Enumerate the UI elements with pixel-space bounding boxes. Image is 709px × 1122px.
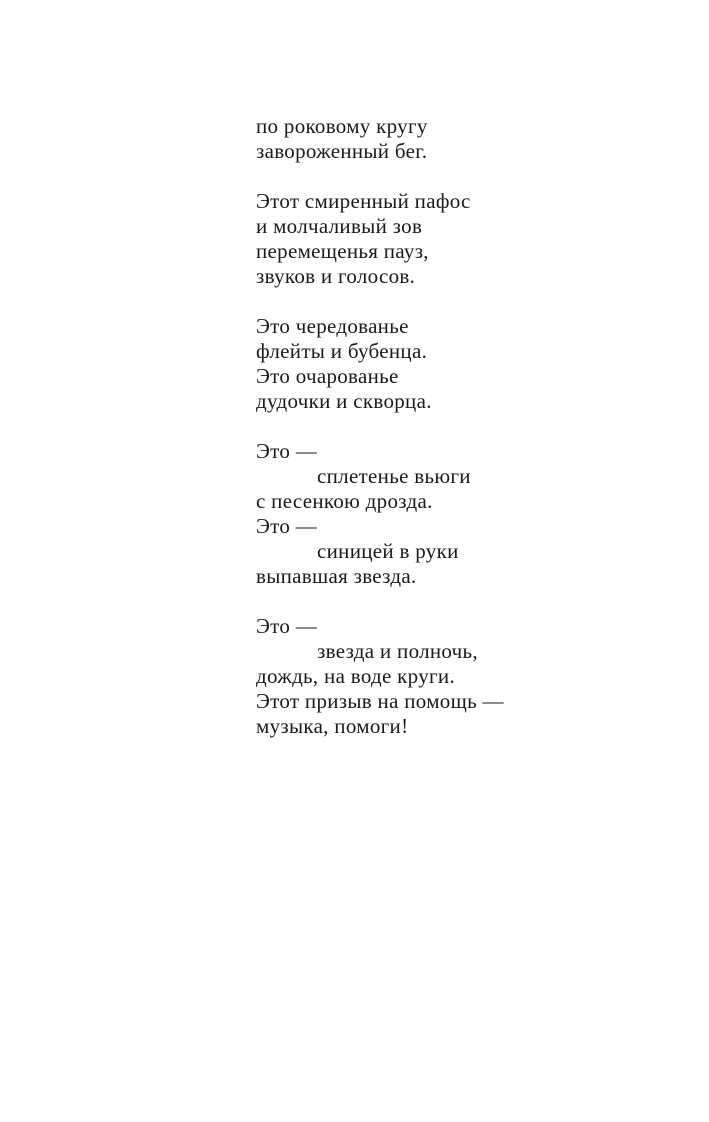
poem-line: Это чередованье [256, 314, 409, 338]
poem-line: музыка, помоги! [256, 714, 409, 738]
poem-line-indented: сплетенье вьюги [317, 464, 471, 488]
poem-line: и молчаливый зов [256, 214, 423, 238]
stanza-4 [256, 439, 656, 589]
poem-line-indented: синицей в руки [317, 539, 459, 563]
poem-line: Этот смиренный пафос [256, 189, 471, 213]
stanza-2 [256, 189, 656, 289]
poem-line: Этот призыв на помощь — [256, 689, 504, 713]
poem-line: Это очарованье [256, 364, 399, 388]
stanza-1 [256, 114, 656, 164]
poem-line: выпавшая звезда. [256, 564, 417, 588]
poem-line: перемещенья пауз, [256, 239, 429, 263]
poem-line: по роковому кругу [256, 114, 428, 138]
poem-line: Это — [256, 439, 318, 463]
poem-line-indented: звезда и полночь, [317, 639, 478, 663]
poem-line: дудочки и скворца. [256, 389, 432, 413]
poem-line: дождь, на воде круги. [256, 664, 455, 688]
poem-line: флейты и бубенца. [256, 339, 428, 363]
poem-line: Это — [256, 614, 318, 638]
poem-line: Это — [256, 514, 318, 538]
poem-line: завороженный бег. [256, 139, 428, 163]
stanza-5 [256, 614, 656, 739]
stanza-3 [256, 314, 656, 414]
poem-text [256, 114, 656, 764]
poem-line: звуков и голосов. [256, 264, 416, 288]
poem-line: с песенкою дрозда. [256, 489, 433, 513]
